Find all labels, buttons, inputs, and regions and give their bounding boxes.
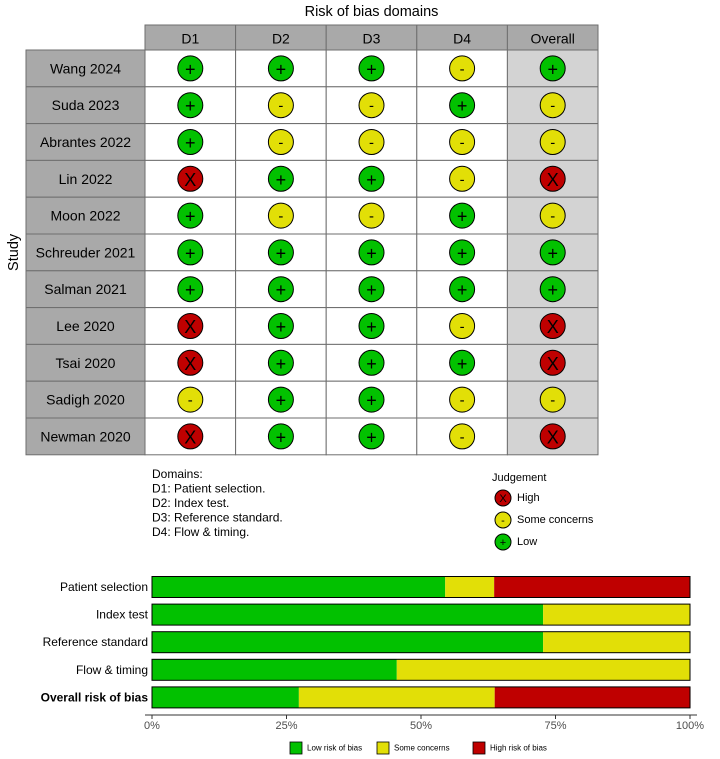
study-label: Wang 2024 bbox=[49, 60, 122, 77]
bar-segment-some bbox=[445, 577, 494, 598]
judgement-symbol: + bbox=[547, 243, 558, 264]
judgement-symbol: + bbox=[275, 427, 287, 448]
judgement-symbol: - bbox=[459, 428, 465, 446]
plot-title: Risk of bias domains bbox=[304, 4, 439, 20]
judgement-symbol: + bbox=[366, 353, 377, 374]
judgement-symbol: + bbox=[185, 243, 196, 264]
x-tick-label: 100% bbox=[675, 720, 705, 732]
bar-segment-some bbox=[299, 687, 495, 708]
study-label: Sadigh 2020 bbox=[46, 391, 125, 408]
study-label: Lin 2022 bbox=[58, 170, 113, 187]
judgement-symbol: + bbox=[366, 280, 377, 301]
judgement-symbol: - bbox=[550, 392, 556, 410]
judgement-symbol: - bbox=[459, 318, 465, 336]
judgement-symbol: + bbox=[547, 280, 558, 301]
judgement-symbol: - bbox=[459, 171, 465, 189]
study-label: Salman 2021 bbox=[44, 281, 127, 298]
legend-swatch-some bbox=[377, 742, 389, 754]
x-tick-label: 25% bbox=[275, 720, 298, 732]
category-label: Index test bbox=[95, 607, 148, 622]
judgement-legend-symbol: - bbox=[501, 515, 505, 527]
judgement-symbol: X bbox=[546, 353, 559, 374]
judgement-symbol: - bbox=[550, 134, 556, 152]
traffic-light-plot bbox=[6, 4, 598, 550]
bar-segment-low bbox=[152, 632, 543, 653]
judgement-symbol: - bbox=[459, 60, 465, 78]
column-header-label: D2 bbox=[271, 30, 290, 47]
study-label: Abrantes 2022 bbox=[39, 134, 132, 150]
judgement-symbol: - bbox=[369, 134, 374, 152]
study-label: Suda 2023 bbox=[51, 97, 120, 114]
judgement-symbol: X bbox=[184, 353, 197, 374]
judgement-legend-symbol: X bbox=[499, 493, 507, 505]
judgement-symbol: - bbox=[550, 97, 556, 115]
category-label: Overall risk of bias bbox=[40, 690, 148, 705]
x-tick-label: 50% bbox=[409, 720, 433, 732]
legend-label: Some concerns bbox=[394, 743, 450, 753]
judgement-symbol: + bbox=[456, 280, 468, 301]
column-header-label: D4 bbox=[453, 30, 472, 47]
judgement-symbol: + bbox=[456, 206, 468, 227]
legend-label: High risk of bias bbox=[490, 743, 547, 753]
judgement-legend-label: Low bbox=[517, 536, 538, 548]
domains-legend-item: D4: Flow & timing. bbox=[152, 525, 250, 539]
x-tick-label: 75% bbox=[544, 720, 567, 732]
judgement-legend-title: Judgement bbox=[492, 472, 547, 484]
judgement-symbol: + bbox=[456, 96, 468, 117]
judgement-symbol: + bbox=[185, 96, 196, 117]
judgement-symbol: + bbox=[366, 243, 377, 264]
judgement-symbol: + bbox=[185, 133, 196, 153]
judgement-symbol: + bbox=[547, 59, 558, 80]
study-label: Lee 2020 bbox=[56, 318, 115, 334]
column-header-label: Overall bbox=[530, 30, 575, 47]
judgement-symbol: + bbox=[275, 353, 287, 374]
judgement-symbol: X bbox=[184, 427, 197, 448]
study-label: Newman 2020 bbox=[40, 428, 131, 445]
column-header-label: D3 bbox=[362, 30, 381, 47]
judgement-symbol: + bbox=[275, 390, 287, 411]
judgement-symbol: X bbox=[546, 169, 559, 190]
judgement-symbol: + bbox=[366, 427, 377, 448]
judgement-symbol: - bbox=[550, 208, 556, 226]
judgement-symbol: + bbox=[366, 317, 377, 337]
bar-segment-some bbox=[543, 632, 690, 653]
judgement-symbol: X bbox=[546, 317, 559, 337]
column-header-label: D1 bbox=[181, 30, 200, 47]
judgement-symbol: + bbox=[275, 317, 287, 337]
domains-legend-item: D2: Index test. bbox=[152, 496, 230, 510]
judgement-symbol: + bbox=[275, 243, 287, 264]
judgement-symbol: + bbox=[456, 243, 468, 264]
x-tick-label: 0% bbox=[144, 720, 160, 732]
category-label: Reference standard bbox=[42, 635, 148, 650]
bar-segment-low bbox=[152, 577, 445, 598]
bar-segment-some bbox=[543, 604, 690, 625]
judgement-symbol: + bbox=[185, 59, 196, 80]
bar-segment-low bbox=[152, 687, 299, 708]
domains-legend-item: D1: Patient selection. bbox=[152, 481, 266, 496]
judgement-legend-label: High bbox=[517, 492, 540, 504]
judgement-symbol: - bbox=[187, 392, 193, 410]
judgement-symbol: - bbox=[369, 97, 374, 115]
judgement-symbol: - bbox=[459, 392, 465, 410]
study-label: Tsai 2020 bbox=[55, 354, 116, 371]
category-label: Patient selection bbox=[59, 580, 148, 594]
y-axis-label: Study bbox=[6, 233, 22, 271]
judgement-symbol: X bbox=[184, 169, 197, 190]
bar-segment-low bbox=[152, 604, 543, 625]
domains-legend-title: Domains: bbox=[152, 467, 203, 481]
judgement-symbol: X bbox=[546, 427, 559, 448]
category-label: Flow & timing bbox=[75, 662, 148, 677]
judgement-legend-label: Some concerns bbox=[517, 514, 594, 526]
judgement-symbol: + bbox=[185, 206, 196, 227]
judgement-legend-symbol: + bbox=[499, 537, 507, 549]
domains-legend-item: D3: Reference standard. bbox=[152, 510, 283, 525]
judgement-symbol: - bbox=[278, 97, 284, 115]
judgement-symbol: + bbox=[456, 353, 468, 374]
judgement-symbol: - bbox=[459, 134, 465, 152]
judgement-symbol: + bbox=[366, 59, 377, 80]
judgement-symbol: X bbox=[184, 317, 197, 337]
study-label: Moon 2022 bbox=[50, 207, 121, 224]
judgement-symbol: + bbox=[366, 390, 377, 411]
legend-label: Low risk of bias bbox=[307, 743, 363, 753]
study-label: Schreuder 2021 bbox=[35, 244, 136, 261]
bar-segment-high bbox=[495, 687, 691, 708]
judgement-symbol: + bbox=[366, 169, 377, 190]
summary-bar-plot bbox=[41, 577, 705, 755]
legend-swatch-low bbox=[290, 742, 302, 754]
judgement-symbol: + bbox=[185, 280, 196, 301]
judgement-symbol: - bbox=[278, 134, 284, 152]
judgement-symbol: + bbox=[275, 280, 287, 301]
bar-segment-high bbox=[494, 577, 690, 598]
bar-segment-some bbox=[397, 659, 690, 680]
judgement-symbol: - bbox=[369, 208, 374, 226]
legend-swatch-high bbox=[473, 742, 485, 754]
bar-segment-low bbox=[152, 659, 397, 680]
judgement-symbol: + bbox=[275, 59, 287, 80]
judgement-symbol: - bbox=[278, 208, 284, 226]
judgement-symbol: + bbox=[275, 169, 287, 190]
